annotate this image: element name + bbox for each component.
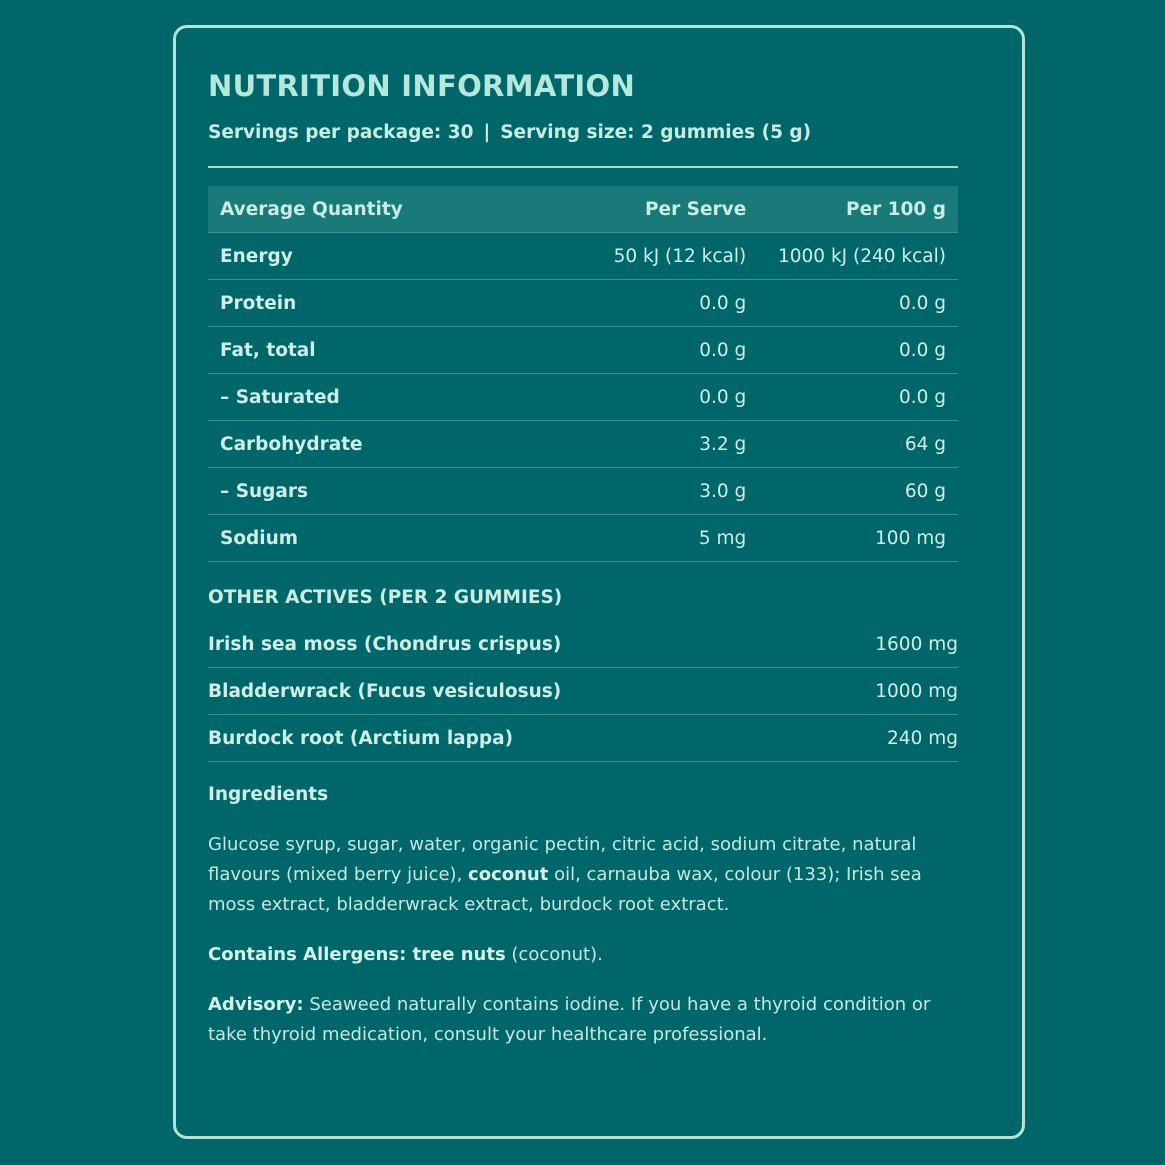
nutrition-panel <box>173 25 1025 1139</box>
row-label: Fat, total <box>208 327 559 374</box>
row-label: Protein <box>208 280 559 327</box>
ingredients-heading: Ingredients <box>208 784 329 805</box>
list-item <box>208 621 958 668</box>
active-name: Irish sea moss (Chondrus crispus) <box>208 633 562 655</box>
row-label: – Sugars <box>208 468 559 515</box>
table-header-row <box>208 186 958 233</box>
ingredients-text <box>208 830 958 920</box>
row-per-100g: 1000 kJ (240 kcal) <box>758 233 958 280</box>
row-per-serve: 0.0 g <box>559 327 759 374</box>
table-row <box>208 233 958 280</box>
divider <box>208 166 958 168</box>
header-average-quantity: Average Quantity <box>208 186 559 233</box>
serving-separator: | <box>483 122 491 143</box>
ingredients-text-before: Glucose syrup, sugar, water, organic pectin, citric acid, sodium citrate, natural flavours (mixed berry juice), <box>208 834 917 885</box>
table-row <box>208 468 958 515</box>
row-per-serve: 0.0 g <box>559 280 759 327</box>
row-per-100g: 64 g <box>758 421 958 468</box>
page-title: NUTRITION INFORMATION <box>208 69 636 103</box>
advisory-label: Advisory: <box>208 994 304 1015</box>
active-amount: 1000 mg <box>875 680 958 702</box>
ingredients-bold-allergen: coconut <box>468 864 549 885</box>
list-item <box>208 715 958 762</box>
row-per-100g: 100 mg <box>758 515 958 562</box>
ingredients-text-after: oil, carnauba wax, colour (133); Irish sea moss extract, bladderwrack extract, burdock root extract. <box>208 864 922 915</box>
table-row <box>208 421 958 468</box>
table-row <box>208 327 958 374</box>
advisory-statement <box>208 990 958 1050</box>
advisory-text: Seaweed naturally contains iodine. If you have a thyroid condition or take thyroid medication, consult your healthcare professional. <box>208 994 931 1045</box>
row-label: Sodium <box>208 515 559 562</box>
nutrition-table <box>208 186 958 562</box>
row-per-100g: 60 g <box>758 468 958 515</box>
row-label: Carbohydrate <box>208 421 559 468</box>
table-row <box>208 280 958 327</box>
actives-list <box>208 621 958 762</box>
header-per-100g: Per 100 g <box>758 186 958 233</box>
row-per-serve: 5 mg <box>559 515 759 562</box>
row-per-100g: 0.0 g <box>758 374 958 421</box>
table-row <box>208 515 958 562</box>
row-per-serve: 3.2 g <box>559 421 759 468</box>
serving-info <box>208 120 990 146</box>
table-row <box>208 374 958 421</box>
allergens-label: Contains Allergens: tree nuts <box>208 944 506 965</box>
allergens-statement <box>208 940 958 970</box>
servings-per-package: Servings per package: 30 <box>208 122 474 143</box>
row-per-serve: 0.0 g <box>559 374 759 421</box>
row-per-serve: 50 kJ (12 kcal) <box>559 233 759 280</box>
active-amount: 240 mg <box>887 727 958 749</box>
row-per-serve: 3.0 g <box>559 468 759 515</box>
active-name: Bladderwrack (Fucus vesiculosus) <box>208 680 562 702</box>
list-item <box>208 668 958 715</box>
header-per-serve: Per Serve <box>559 186 759 233</box>
row-per-100g: 0.0 g <box>758 327 958 374</box>
row-label: – Saturated <box>208 374 559 421</box>
other-actives-heading: OTHER ACTIVES (PER 2 GUMMIES) <box>208 587 563 608</box>
active-name: Burdock root (Arctium lappa) <box>208 727 514 749</box>
row-label: Energy <box>208 233 559 280</box>
allergens-detail: (coconut). <box>505 944 603 965</box>
serving-size: Serving size: 2 gummies (5 g) <box>500 122 812 143</box>
row-per-100g: 0.0 g <box>758 280 958 327</box>
active-amount: 1600 mg <box>875 633 958 655</box>
